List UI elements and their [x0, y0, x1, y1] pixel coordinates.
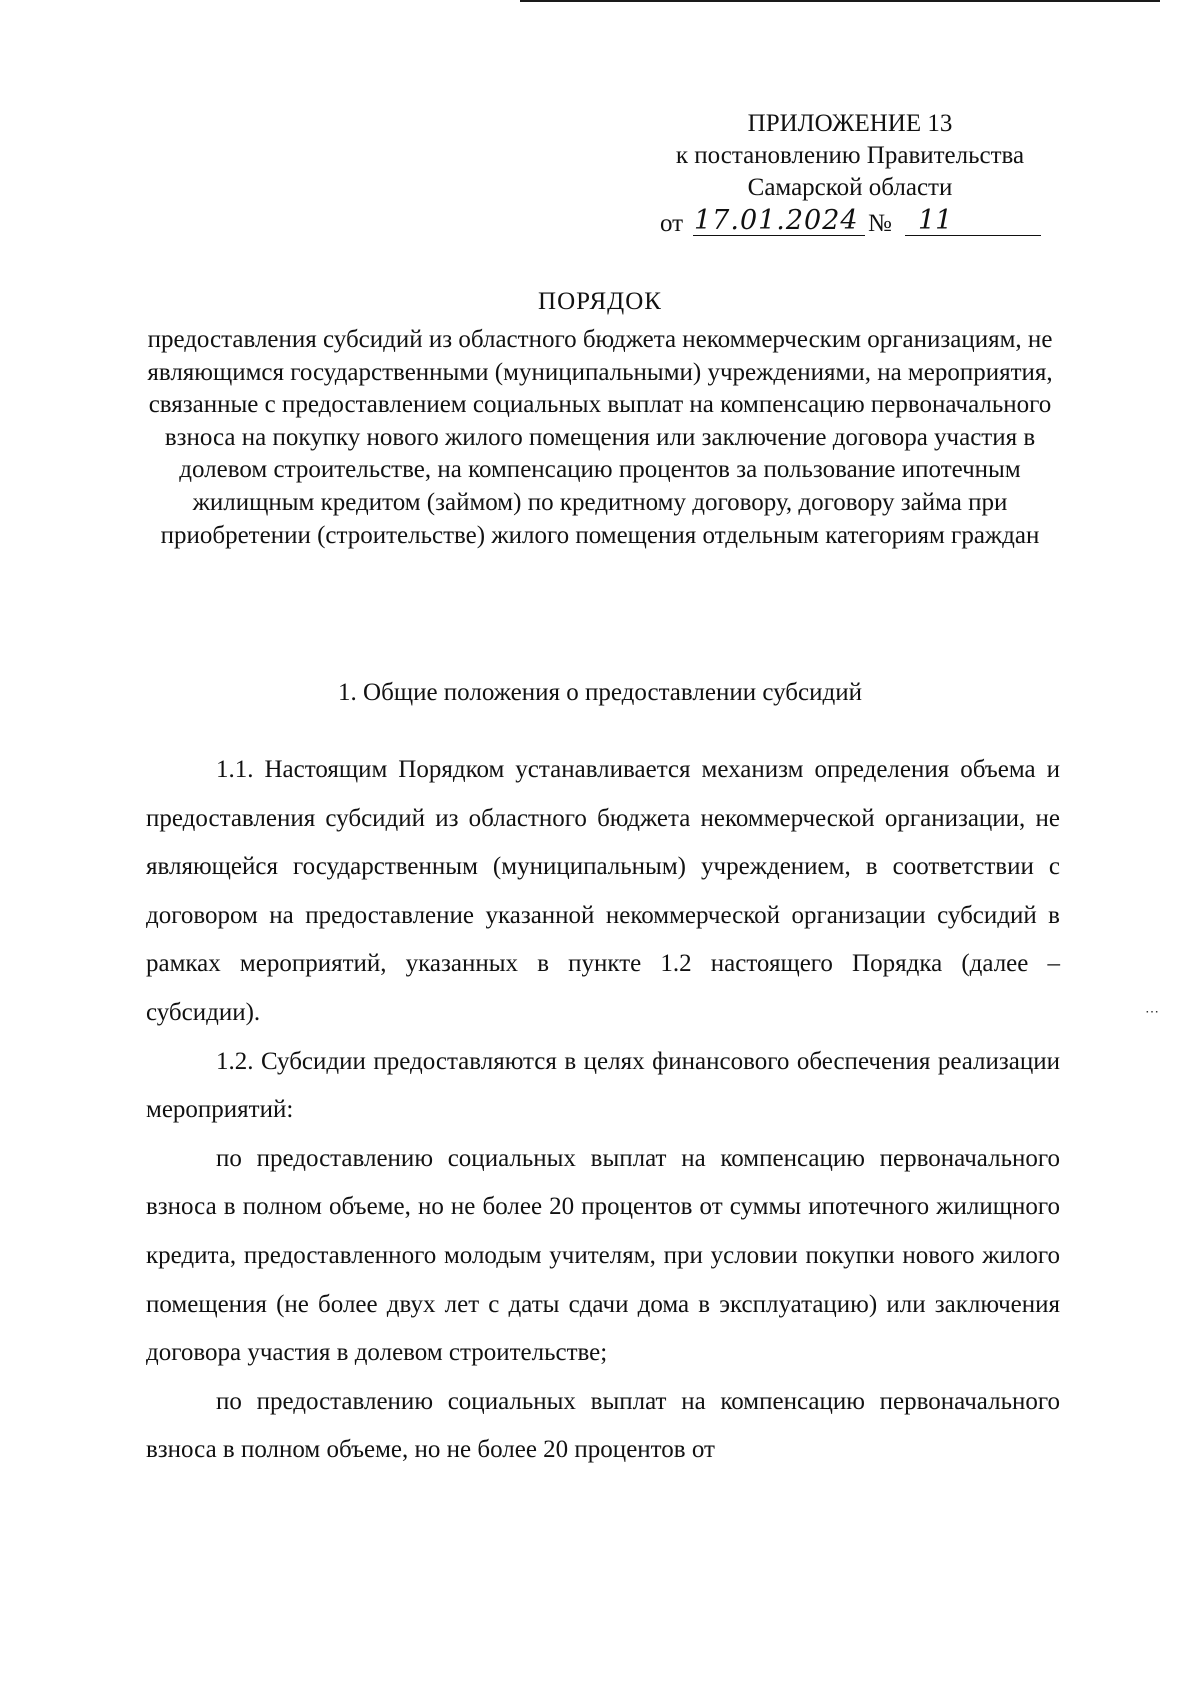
paragraph-item-1: по предоставлению социальных выплат на компенсацию первоначального взноса в полном объеме, но не более 20 процентов от суммы ипотечного жилищного кредита, предоставленного молодым учителям, при условии покупки нового жилого помещения (не более двух лет с даты сдачи дома в эксплуатацию) или заключения договора участия в долевом строительстве; [146, 1144, 1060, 1367]
paragraph-1-2: 1.2. Субсидии предоставляются в целях финансового обеспечения реализации мероприятий: [146, 1047, 1060, 1124]
handwritten-date: 17.01.2024 [694, 205, 859, 236]
number-prefix: № [868, 210, 892, 237]
date-prefix: от [660, 210, 684, 237]
paragraph-item-2: по предоставлению социальных выплат на компенсацию первоначального взноса в полном объеме, но не более 20 процентов от [146, 1387, 1060, 1464]
section-heading: 1. Общие положения о предоставлении субсидий [338, 679, 862, 706]
top-border-line [520, 0, 1160, 2]
document-title: ПОРЯДОК [538, 288, 662, 315]
handwritten-number: 11 [918, 205, 953, 236]
appendix-title: ПРИЛОЖЕНИЕ 13 [747, 110, 953, 137]
paragraph-1-1: 1.1. Настоящим Порядком устанавливается механизм определения объема и предоставления субсидий из областного бюджета некоммерческой организации, не являющейся государственным (муниципальным) учреждением, в соответствии с договором на предоставление указанной некоммерческой организации субсидий в рамках мероприятий, указанных в пункте 1.2 настоящего Порядка (далее – субсидии). [146, 756, 1060, 1026]
appendix-date-line [660, 206, 1060, 242]
appendix-line-resolution: к постановлению Правительства [675, 142, 1025, 169]
appendix-header [620, 108, 1080, 204]
document-subtitle: предоставления субсидий из областного бюджета некоммерческим организациям, не являющимся государственными (муниципальными) учреждениями, на мероприятия, связанные с предоставлением социальных выплат на компенсацию первоначального взноса на покупку нового жилого помещения или заключение договора участия в долевом строительстве, на компенсацию процентов за пользование ипотечным жилищным кредитом (займом) по кредитному договору, договору займа при приобретении (строительстве) жилого помещения отдельным категориям граждан [147, 326, 1053, 549]
appendix-line-region: Самарской области [747, 174, 953, 201]
scan-margin-mark: ⋯ [1145, 1005, 1159, 1020]
document-body [146, 746, 1060, 1475]
